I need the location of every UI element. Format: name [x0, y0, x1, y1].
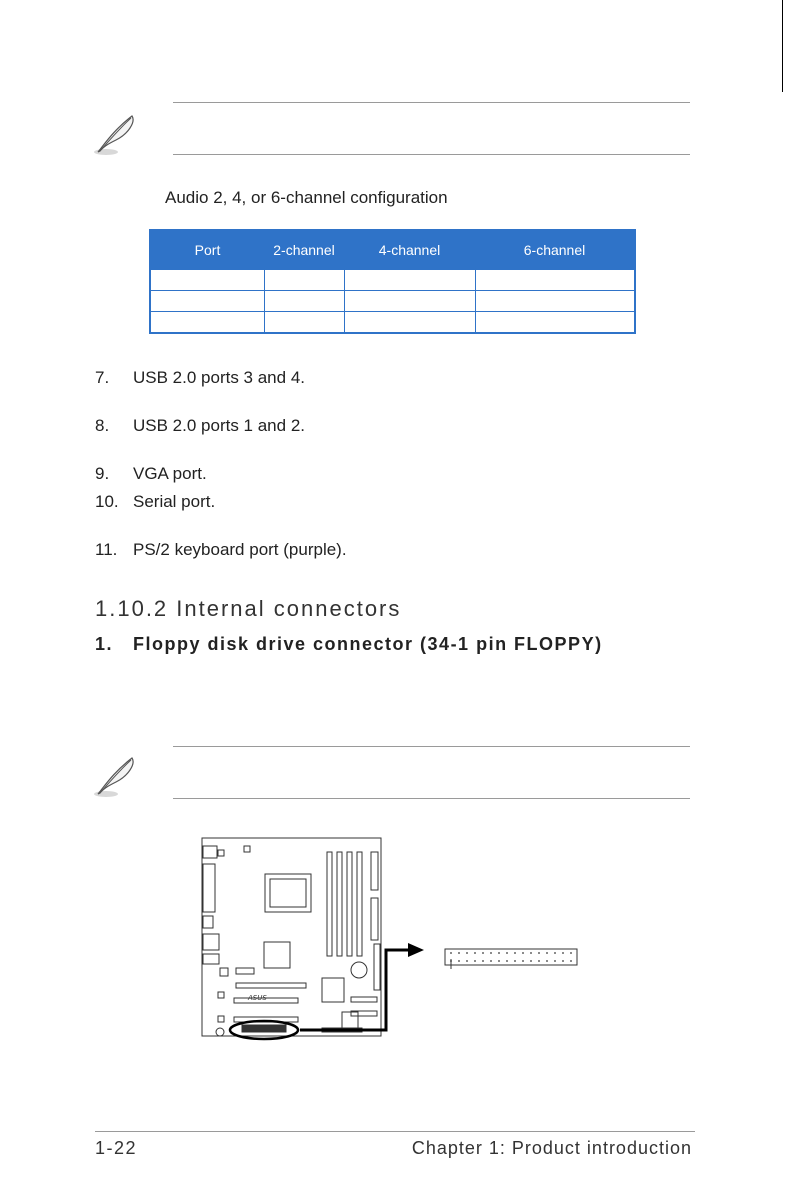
subsection-text: Floppy disk drive connector (34-1 pin FLOPPY)	[133, 634, 603, 654]
chip	[342, 1012, 358, 1028]
subsection-number: 1.	[95, 634, 114, 654]
table-cell	[344, 291, 475, 312]
header-6-channel: 6-channel	[475, 230, 635, 270]
speaker	[216, 1028, 224, 1036]
header-4-channel: 4-channel	[344, 230, 475, 270]
connector	[371, 898, 378, 940]
list-item	[95, 492, 215, 512]
motherboard-floppy-diagram	[196, 836, 596, 1048]
dimm-slot	[337, 852, 342, 956]
ide-connector	[374, 944, 380, 990]
arrow-head	[408, 943, 424, 957]
item-text: USB 2.0 ports 3 and 4.	[133, 368, 305, 387]
item-text: PS/2 keyboard port (purple).	[133, 540, 347, 559]
small-chip	[218, 1016, 224, 1022]
pci-slot	[236, 983, 306, 988]
feather-note-icon	[92, 754, 140, 798]
io-lan	[203, 954, 219, 964]
small-chip	[236, 968, 254, 974]
page-edge-marker	[782, 0, 783, 92]
header-port: Port	[150, 230, 264, 270]
subsection-title	[95, 634, 603, 655]
table-cell	[344, 312, 475, 334]
table-cell	[264, 291, 344, 312]
item-number: 7.	[95, 368, 110, 387]
dimm-slot	[347, 852, 352, 956]
item-number: 10.	[95, 492, 119, 511]
table-cell	[264, 312, 344, 334]
audio-config-table	[149, 229, 636, 334]
io-port	[203, 916, 213, 928]
item-number: 9.	[95, 464, 110, 483]
list-item	[95, 540, 347, 560]
note-top-rule	[173, 746, 690, 747]
table-row	[150, 312, 635, 334]
small-chip	[218, 992, 224, 998]
table-row	[150, 291, 635, 312]
feather-note-icon	[92, 112, 140, 156]
floppy-pin-header	[445, 949, 577, 965]
small-chip	[218, 850, 224, 856]
table-cell	[264, 270, 344, 291]
item-text: USB 2.0 ports 1 and 2.	[133, 416, 305, 435]
audio-config-caption: Audio 2, 4, or 6-channel configuration	[165, 188, 448, 207]
floppy-connector	[242, 1025, 286, 1032]
southbridge	[322, 978, 344, 1002]
cpu-inner	[270, 879, 306, 907]
table-row	[150, 270, 635, 291]
dimm-slot	[357, 852, 362, 956]
battery	[351, 962, 367, 978]
small-chip	[220, 968, 228, 976]
item-number: 11.	[95, 540, 118, 559]
table-cell	[475, 291, 635, 312]
board-outline	[202, 838, 381, 1036]
table-cell	[475, 312, 635, 334]
leader-line	[300, 950, 408, 1030]
section-title: 1.10.2 Internal connectors	[95, 596, 402, 621]
item-text: VGA port.	[133, 464, 207, 483]
item-number: 8.	[95, 416, 110, 435]
board-logo: ASUS	[248, 994, 267, 1002]
cpu-socket	[265, 874, 311, 912]
io-usb	[203, 934, 219, 950]
item-text: Serial port.	[133, 492, 216, 511]
power-connector	[371, 852, 378, 890]
table-cell	[150, 291, 264, 312]
page-number: 1-22	[95, 1138, 138, 1158]
list-item	[95, 368, 305, 388]
table-cell	[150, 312, 264, 334]
table-cell	[150, 270, 264, 291]
dimm-slot	[327, 852, 332, 956]
header-2-channel: 2-channel	[264, 230, 344, 270]
footer-rule	[95, 1131, 695, 1132]
sata-connector	[351, 997, 377, 1002]
table-cell	[344, 270, 475, 291]
io-serial-vga	[203, 864, 215, 912]
chapter-title: Chapter 1: Product introduction	[411, 1138, 692, 1158]
northbridge	[264, 942, 290, 968]
table-header-row	[150, 230, 635, 270]
note-top-rule	[173, 102, 690, 103]
list-item	[95, 464, 207, 484]
io-ps2	[203, 846, 217, 858]
small-chip	[244, 846, 250, 852]
list-item	[95, 416, 305, 436]
note-bottom-rule	[173, 154, 690, 155]
note-bottom-rule	[173, 798, 690, 799]
table-cell	[475, 270, 635, 291]
